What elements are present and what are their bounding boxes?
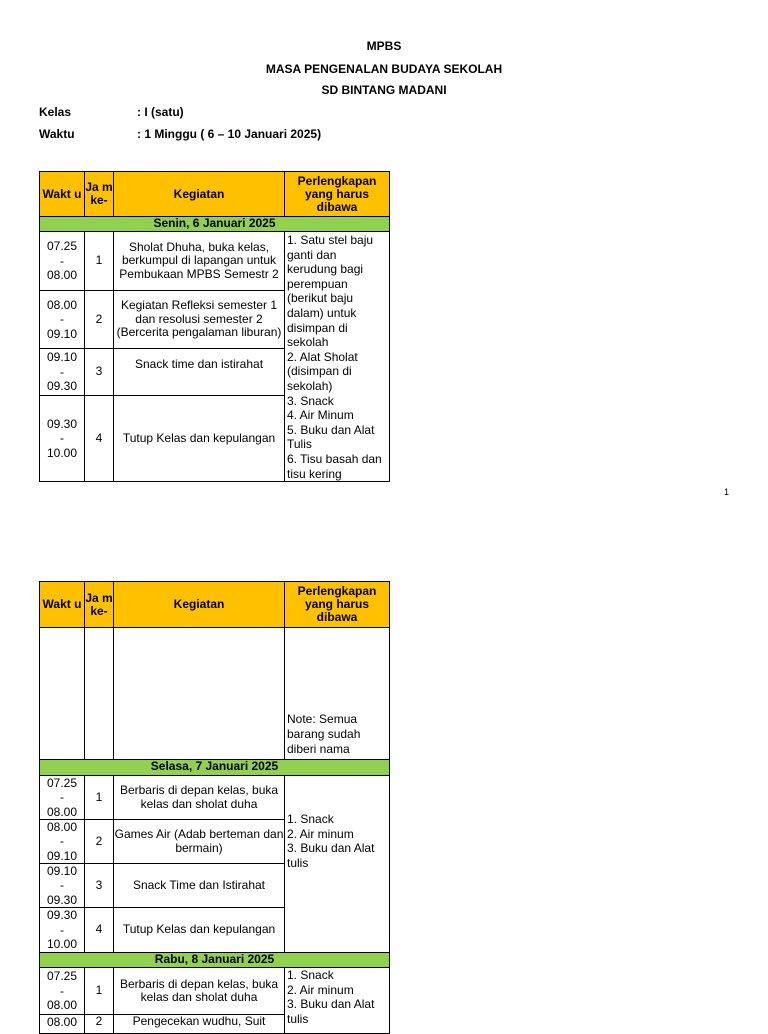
column-header-kegiatan: Kegiatan xyxy=(113,581,285,628)
table-row-jam: 2 xyxy=(84,290,114,349)
time-part: - xyxy=(60,983,64,998)
table-row-time xyxy=(39,775,85,820)
note-text: Note: Semua barang sudah diberi nama xyxy=(287,712,361,756)
time-part: 07.25 xyxy=(46,969,78,984)
table-row-jam: 1 xyxy=(84,775,114,820)
equipment-item: 3. Snack xyxy=(287,393,334,408)
time-part: 08.00 xyxy=(46,1015,78,1029)
time-part: 09.10 xyxy=(46,326,78,341)
time-part: - xyxy=(60,834,64,849)
table-row-jam: 3 xyxy=(84,348,114,396)
table-row-kegiatan: Berbaris di depan kelas, buka kelas dan sholat duha xyxy=(113,967,285,1015)
time-part: - xyxy=(60,922,64,937)
time-part: 10.00 xyxy=(46,445,78,460)
column-header-jam: Ja m ke- xyxy=(84,581,114,628)
column-header-waktu: Wakt u xyxy=(39,171,85,217)
doc-title-program: MASA PENGENALAN BUDAYA SEKOLAH xyxy=(265,62,503,76)
equipment-item: 1. Snack xyxy=(287,812,334,826)
time-part: - xyxy=(60,431,64,446)
table-row-jam: 4 xyxy=(84,395,114,482)
table-row-kegiatan: Kegiatan Refleksi semester 1 dan resolusi semester 2 (Bercerita pengalaman liburan) xyxy=(113,290,285,349)
table-row-time xyxy=(39,907,85,953)
table-row-kegiatan: Pengecekan wudhu, Suit xyxy=(113,1014,285,1034)
table-row-jam: 2 xyxy=(84,1014,114,1034)
kelas-label: Kelas xyxy=(39,105,72,119)
time-part: - xyxy=(60,253,64,268)
equipment-item: 1. Satu stel baju ganti dan kerudung bagi perempuan (berikut baju dalam) untuk disimpan di sekolah xyxy=(287,233,374,350)
equipment-item: 1. Snack xyxy=(287,968,334,982)
column-header-perlengkapan: Perlengkapan yang harus dibawa xyxy=(284,581,390,628)
table-row-kegiatan: Sholat Dhuha, buka kelas, berkumpul di lapangan untuk Pembukaan MPBS Semestr 2 xyxy=(113,231,285,291)
blank-cell xyxy=(113,627,285,760)
table-row-kegiatan: Games Air (Adab berteman dan bermain) xyxy=(113,819,285,864)
time-part: - xyxy=(60,364,64,379)
table-row-time xyxy=(39,819,85,864)
doc-title-school: SD BINTANG MADANI xyxy=(321,83,447,97)
table-row-jam: 3 xyxy=(84,863,114,908)
equipment-item: 2. Air minum xyxy=(287,982,354,997)
time-part: 08.00 xyxy=(46,819,78,834)
doc-title-mpbs: MPBS xyxy=(366,39,402,53)
table-row-time xyxy=(39,863,85,908)
waktu-value: : 1 Minggu ( 6 – 10 Januari 2025) xyxy=(137,127,322,141)
time-part: 09.10 xyxy=(46,350,78,365)
equipment-list-selasa xyxy=(284,775,390,953)
time-part: 08.00 xyxy=(46,268,78,283)
time-part: 08.00 xyxy=(46,297,78,312)
time-part: 09.10 xyxy=(46,848,78,863)
column-header-waktu: Wakt u xyxy=(39,581,85,628)
table-row-jam: 2 xyxy=(84,819,114,864)
time-part: 09.30 xyxy=(46,892,78,907)
equipment-item: 2. Air minum xyxy=(287,826,354,841)
time-part: 09.30 xyxy=(46,416,78,431)
equipment-item: 2. Alat Sholat (disimpan di sekolah) xyxy=(287,349,358,393)
table-row-kegiatan: Tutup Kelas dan kepulangan xyxy=(113,907,285,953)
time-part: 10.00 xyxy=(46,937,78,952)
equipment-item: 4. Air Minum xyxy=(287,408,354,423)
kelas-value: : I (satu) xyxy=(137,105,184,119)
time-part: 09.10 xyxy=(46,863,78,878)
time-part: 07.25 xyxy=(46,775,78,790)
time-part: 08.00 xyxy=(46,804,78,819)
column-header-jam: Ja m ke- xyxy=(84,171,114,217)
equipment-item: 6. Tisu basah dan tisu kering xyxy=(287,451,382,481)
time-part: - xyxy=(60,790,64,805)
equipment-item: 5. Buku dan Alat Tulis xyxy=(287,422,375,452)
time-part: 07.25 xyxy=(46,239,78,254)
time-part: - xyxy=(60,878,64,893)
table-row-kegiatan: Berbaris di depan kelas, buka kelas dan sholat duha xyxy=(113,775,285,820)
time-part: - xyxy=(60,312,64,327)
equipment-item: 3. Buku dan Alat tulis xyxy=(287,841,375,870)
table-row-time xyxy=(39,1014,85,1034)
table-row-jam: 1 xyxy=(84,967,114,1015)
column-header-kegiatan: Kegiatan xyxy=(113,171,285,217)
equipment-note xyxy=(284,627,390,760)
day-row-selasa: Selasa, 7 Januari 2025 xyxy=(39,759,390,776)
table-row-kegiatan: Snack Time dan Istirahat xyxy=(113,863,285,908)
page-number: 1 xyxy=(724,487,730,497)
blank-cell xyxy=(39,627,85,760)
time-part: 09.30 xyxy=(46,379,78,394)
table-row-jam: 4 xyxy=(84,907,114,953)
table-row-time xyxy=(39,967,85,1015)
table-row-kegiatan: Snack time dan istirahat xyxy=(113,348,285,396)
day-row-senin: Senin, 6 Januari 2025 xyxy=(39,216,390,232)
waktu-label: Waktu xyxy=(39,127,75,141)
day-row-rabu: Rabu, 8 Januari 2025 xyxy=(39,952,390,968)
column-header-perlengkapan: Perlengkapan yang harus dibawa xyxy=(284,171,390,217)
equipment-item: 3. Buku dan Alat tulis xyxy=(287,997,375,1026)
time-part: 09.30 xyxy=(46,908,78,923)
time-part: 08.00 xyxy=(46,998,78,1013)
table-row-kegiatan: Tutup Kelas dan kepulangan xyxy=(113,395,285,482)
blank-cell xyxy=(84,627,114,760)
table-row-jam: 1 xyxy=(84,231,114,291)
